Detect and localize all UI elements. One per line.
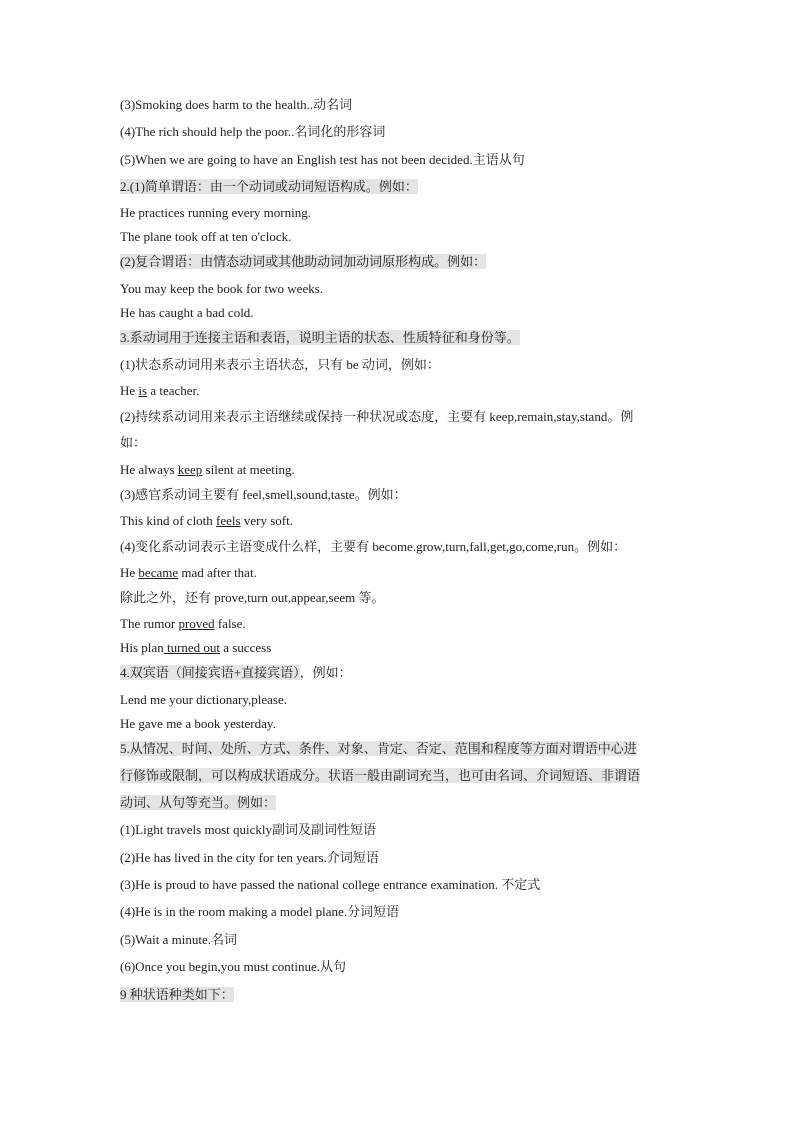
line-text: You may keep the book for two weeks.: [120, 281, 324, 296]
highlighted-text: 行修饰或限制，可以构成状语成分。状语一般由副词充当，也可由名词、介词短语、非谓语: [120, 768, 641, 783]
line-text: He has caught a bad cold.: [120, 305, 254, 320]
highlighted-text: 3.系动词用于连接主语和表语，说明主语的状态、性质特征和身份等。: [120, 330, 520, 345]
example-sentence: [120, 875, 540, 895]
example-sentence: [120, 303, 254, 323]
line-text: (4)变化系动词表示主语变成什么样，主要有 become.grow,turn,fall,get,go,come,run。例如：: [120, 539, 627, 554]
text-line: [120, 588, 384, 608]
underlined-word: feels: [216, 513, 241, 528]
line-text-post: very soft.: [240, 513, 293, 528]
line-text-post: a teacher.: [147, 383, 200, 398]
underlined-word: keep: [177, 462, 203, 477]
example-sentence: [120, 902, 399, 922]
line-text-pre: His plan: [120, 640, 164, 655]
text-line: [120, 537, 626, 557]
line-text-post: ，例如：: [299, 665, 352, 680]
highlighted-text: 动词、从句等充当。例如：: [120, 795, 277, 810]
line-text-pre: The rumor: [120, 616, 179, 631]
underlined-word: is: [138, 383, 148, 398]
example-sentence: [120, 957, 346, 977]
highlighted-text: (2)复合谓语：由情态动词或其他助动词加动词原形构成。例如：: [120, 254, 487, 269]
text-line: [120, 95, 352, 115]
text-line: [120, 485, 407, 505]
example-sentence: [120, 690, 287, 710]
line-text: (2)持续系动词用来表示主语继续或保持一种状况或态度，主要有 keep,remain,stay,stand。例: [120, 409, 634, 424]
line-text: He gave me a book yesterday.: [120, 716, 276, 731]
example-sentence: [120, 203, 311, 223]
line-text: (1)Light travels most quickly副词及副词性短语: [120, 822, 377, 837]
highlighted-text: 9 种状语种类如下：: [120, 987, 234, 1002]
line-text-pre: He: [120, 383, 139, 398]
highlighted-text: 4.双宾语（间接宾语+直接宾语）: [120, 665, 300, 680]
line-text: (6)Once you begin,you must continue.从句: [120, 959, 347, 974]
line-text: (3)Smoking does harm to the health..动名词: [120, 97, 353, 112]
line-text: (3)He is proud to have passed the national college entrance examination. 不定式: [120, 877, 541, 892]
section-heading: [120, 793, 276, 813]
line-text: (4)He is in the room making a model plane.分词短语: [120, 904, 400, 919]
line-text-post: false.: [214, 616, 246, 631]
text-line: [120, 355, 440, 375]
section-heading: [120, 739, 637, 759]
text-line: [120, 407, 633, 427]
example-sentence: [120, 381, 199, 401]
line-text-pre: He always: [120, 462, 178, 477]
section-heading: [120, 177, 418, 197]
example-sentence: [120, 638, 271, 658]
highlighted-text: 2.(1)简单谓语：由一个动词或动词短语构成。例如：: [120, 179, 418, 194]
section-heading: [120, 985, 234, 1005]
line-text: (2)He has lived in the city for ten years.介词短语: [120, 850, 379, 865]
underlined-word: turned out: [163, 640, 221, 655]
line-text: (5)Wait a minute.名词: [120, 932, 238, 947]
line-text-pre: This kind of cloth: [120, 513, 217, 528]
example-sentence: [120, 714, 276, 734]
line-text: (5)When we are going to have an English test has not been decided.主语从句: [120, 152, 525, 167]
example-sentence: [120, 511, 293, 531]
line-text-post: a success: [220, 640, 272, 655]
text-line: [120, 433, 146, 453]
line-text-pre: He: [120, 565, 139, 580]
underlined-word: became: [138, 565, 179, 580]
line-text: 除此之外，还有 prove,turn out,appear,seem 等。: [120, 590, 385, 605]
line-text: Lend me your dictionary,please.: [120, 692, 288, 707]
example-sentence: [120, 563, 257, 583]
example-sentence: [120, 614, 246, 634]
text-line: [120, 122, 385, 142]
example-sentence: [120, 279, 323, 299]
line-text: 如：: [120, 435, 147, 450]
section-heading: [120, 766, 640, 786]
example-sentence: [120, 820, 376, 840]
line-text-post: mad after that.: [178, 565, 257, 580]
example-sentence: [120, 848, 379, 868]
text-line: [120, 150, 525, 170]
example-sentence: [120, 930, 237, 950]
section-heading: [120, 663, 352, 683]
example-sentence: [120, 460, 295, 480]
highlighted-text: 5.从情况、时间、处所、方式、条件、对象、肯定、否定、范围和程度等方面对谓语中心进: [120, 741, 637, 756]
example-sentence: [120, 227, 291, 247]
section-heading: [120, 328, 520, 348]
section-heading: [120, 252, 486, 272]
underlined-word: proved: [178, 616, 215, 631]
line-text: (4)The rich should help the poor..名词化的形容词: [120, 124, 386, 139]
line-text: He practices running every morning.: [120, 205, 311, 220]
line-text: (1)状态系动词用来表示主语状态，只有 be 动词，例如：: [120, 357, 440, 372]
line-text-post: silent at meeting.: [202, 462, 295, 477]
line-text: The plane took off at ten o'clock.: [120, 229, 292, 244]
line-text: (3)感官系动词主要有 feel,smell,sound,taste。例如：: [120, 487, 407, 502]
